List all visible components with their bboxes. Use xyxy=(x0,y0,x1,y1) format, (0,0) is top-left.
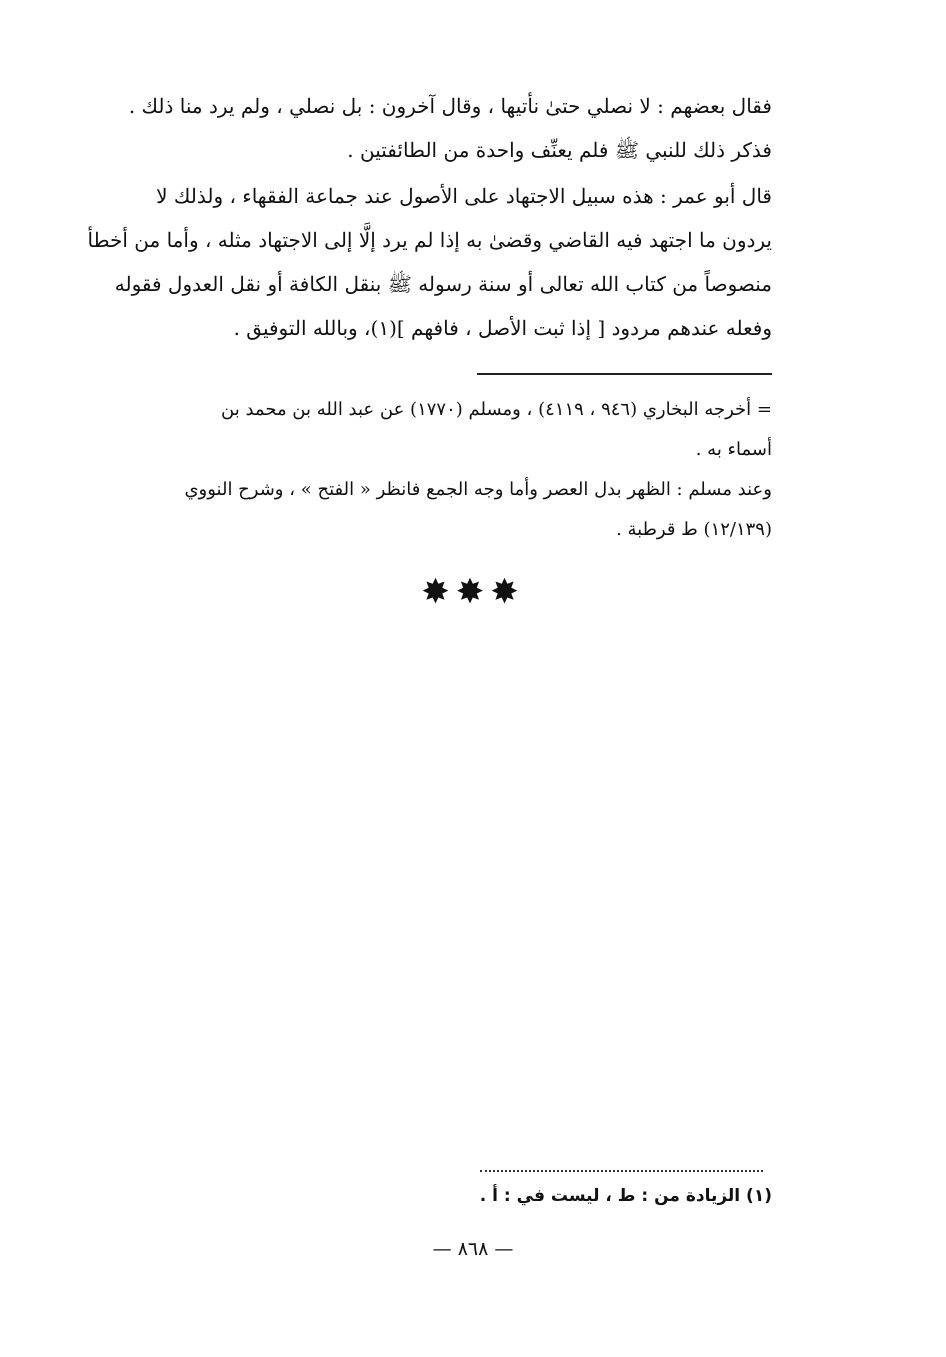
page-number: — ٨٦٨ — xyxy=(432,1238,514,1260)
footnote-1: (١) الزيادة من : ط ، ليست في : أ . xyxy=(479,1186,772,1206)
main-text-line-1: فقال بعضهم : لا نصلي حتىٰ نأتيها ، وقال آخرون : بل نصلي ، ولم يرد منا ذلك . xyxy=(128,94,772,118)
section-end-ornament: ✸✸✸ xyxy=(421,572,525,612)
footnote-separator-rule xyxy=(477,373,772,375)
main-text-line-6: وفعله عندهم مردود [ إذا ثبت الأصل ، فافهم ](١)، وبالله التوفيق . xyxy=(233,316,772,340)
main-text-line-4: يردون ما اجتهد فيه القاضي وقضىٰ به إذا لم يرد إلَّا إلى الاجتهاد مثله ، وأما من أخطأ xyxy=(87,228,772,252)
footnote-continuation-line-1: = أخرجه البخاري (٩٤٦ ، ٤١١٩) ، ومسلم (١٧٧٠) عن عبد الله بن محمد بن xyxy=(221,399,772,420)
footnote-dotted-rule xyxy=(480,1170,763,1172)
main-text-line-5: منصوصاً من كتاب الله تعالى أو سنة رسوله ﷺ بنقل الكافة أو نقل العدول فقوله xyxy=(114,272,772,296)
footnote-continuation-line-4: (١٢/١٣٩) ط قرطبة . xyxy=(616,519,772,540)
footnote-continuation-line-2: أسماء به . xyxy=(695,439,772,460)
main-text-line-3: قال أبو عمر : هذه سبيل الاجتهاد على الأصول عند جماعة الفقهاء ، ولذلك لا xyxy=(156,184,772,208)
footnote-continuation-line-3: وعند مسلم : الظهر بدل العصر وأما وجه الجمع فانظر « الفتح » ، وشرح النووي xyxy=(184,479,772,500)
main-text-line-2: فذكر ذلك للنبي ﷺ فلم يعنِّف واحدة من الطائفتين . xyxy=(347,138,772,162)
